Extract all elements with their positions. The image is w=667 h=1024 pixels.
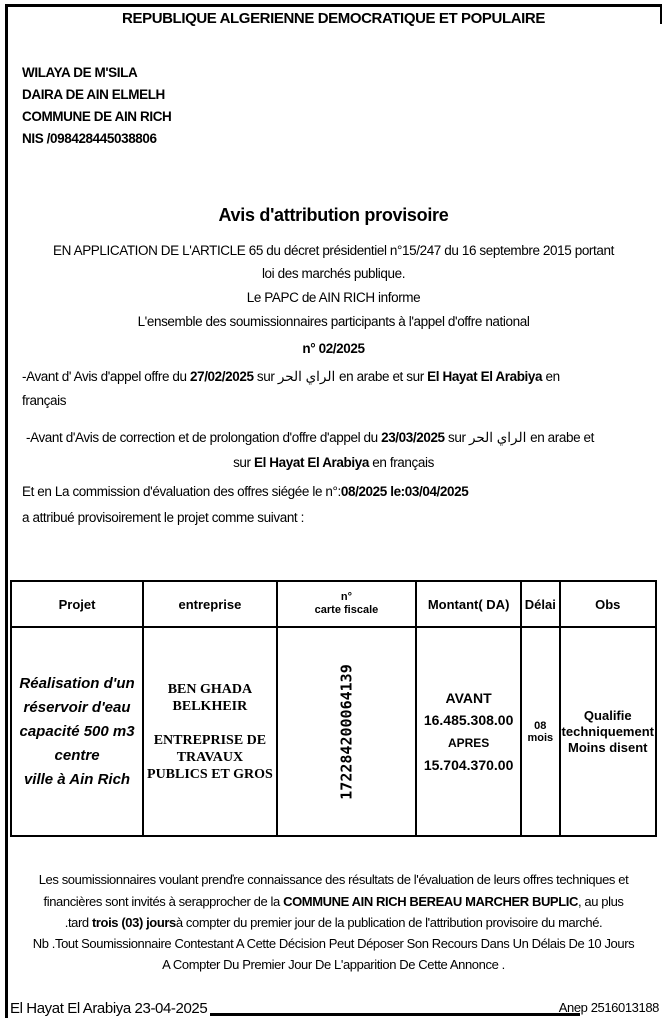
body-line: sur El Hayat El Arabiya en français — [233, 455, 434, 470]
anep-reference: Anep 2516013188 — [558, 1000, 659, 1015]
body-line: Et en La commission d'évaluation des offres siégée le n°:08/2025 le:03/04/2025 — [22, 484, 469, 499]
cell-projet: Réalisation d'un réservoir d'eau capacité 500 m3 centre ville à Ain Rich — [11, 627, 143, 836]
body-line: a attribué provisoirement le projet comme suivant : — [22, 510, 304, 525]
intro-line: EN APPLICATION DE L'ARTICLE 65 du décret présidentiel n°15/247 du 16 septembre 2015 portant — [53, 243, 614, 258]
col-projet: Projet — [11, 581, 143, 627]
commune: COMMUNE DE AIN RICH — [22, 109, 172, 124]
footer-line: Nb .Tout Soumissionnaire Contestant A Cette Décision Peut Déposer Son Recours Dans Un Délais De 10 Jours — [32, 936, 635, 951]
republic-heading: REPUBLIQUE ALGERIENNE DEMOCRATIQUE ET POPULAIRE — [122, 10, 545, 27]
footer-line: financières sont invités à serapprocher de la COMMUNE AIN RICH BEREAU MARCHER BUPLIC, au plus — [43, 894, 624, 909]
cell-delai: 08 mois — [521, 627, 560, 836]
frame-border — [5, 4, 8, 1018]
col-entreprise: entreprise — [143, 581, 277, 627]
table-header-row — [11, 581, 656, 627]
cell-nif: 172284200064139 — [277, 627, 416, 836]
intro-line: L'ensemble des soumissionnaires participants à l'appel d'offre national — [137, 314, 530, 329]
body-line: français — [22, 393, 67, 408]
publication-date: El Hayat El Arabiya 23-04-2025 — [10, 1000, 208, 1017]
nis: NIS /098428445038806 — [22, 131, 157, 146]
body-line: -Avant d' Avis d'appel offre du 27/02/2025 sur الراي الحر en arabe et sur El Hayat El Arabiya en — [22, 369, 560, 384]
cell-entreprise: BEN GHADA BELKHEIR ENTREPRISE DE TRAVAUX PUBLICS ET GROS — [143, 627, 277, 836]
cell-montant: AVANT 16.485.308.00 APRES 15.704.370.00 — [416, 627, 521, 836]
intro-line: loi des marchés publique. — [261, 266, 406, 281]
cell-obs: Qualifie techniquement Moins disent — [560, 627, 656, 836]
col-obs: Obs — [560, 581, 656, 627]
daira: DAIRA DE AIN ELMELH — [22, 87, 165, 102]
footer-line: A Compter Du Premier Jour De L'apparition De Cette Annonce . — [162, 957, 505, 972]
footer-rule — [210, 1013, 580, 1016]
footer-line: Les soumissionnaires voulant prenďre connaissance des résultats de l'évaluation de leurs offres techniques et — [38, 872, 629, 887]
body-line: -Avant d'Avis de correction et de prolongation d'offre d'appel du 23/03/2025 sur الراي الحر en arabe et — [26, 430, 595, 445]
footer-line: .tard trois (03) joursà compter du premier jour de la publication de l'attribution provisoire du marché. — [64, 915, 603, 930]
notice-title: Avis d'attribution provisoire — [218, 205, 449, 225]
frame-border — [5, 4, 662, 7]
col-montant: Montant( DA) — [416, 581, 521, 627]
attribution-table — [10, 580, 657, 837]
intro-line: Le PAPC de AIN RICH informe — [246, 290, 421, 305]
offer-number: n° 02/2025 — [302, 341, 365, 356]
table-row — [11, 627, 656, 836]
col-carte-fiscale: n° carte fiscale — [277, 581, 416, 627]
wilaya: WILAYA DE M'SILA — [22, 65, 138, 80]
col-delai: Délai — [521, 581, 560, 627]
